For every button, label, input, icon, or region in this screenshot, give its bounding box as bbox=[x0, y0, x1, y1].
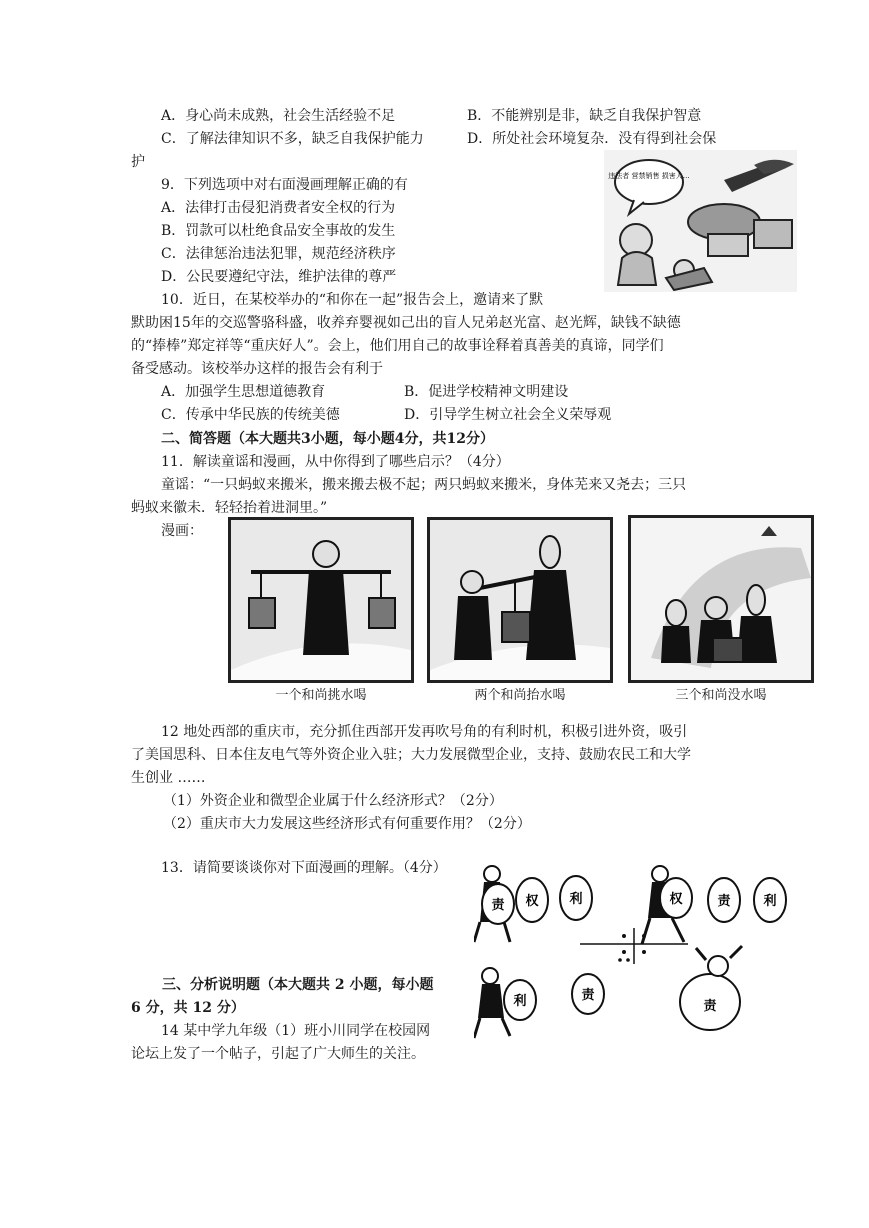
bag-label-7: 利 bbox=[513, 994, 527, 1009]
q14-line-1: 14 某中学九年级（1）班小川同学在校园网 bbox=[161, 1023, 431, 1039]
q10-line-2: 默助困15年的交巡警骆科盛，收养弃婴视如己出的盲人兄弟赵光富、赵光辉，缺钱不缺德 bbox=[131, 315, 681, 331]
q10-line-3: 的“捧棒”郑定祥等“重庆好人”。会上，他们用自己的故事诠释着真善美的真谛，同学们 bbox=[131, 338, 664, 354]
bag-label-9: 责 bbox=[703, 999, 717, 1014]
bag-label-2: 权 bbox=[525, 894, 539, 909]
speech-bubble-text: 违法者 营禁销售 损害人… bbox=[608, 172, 690, 180]
q11-rhyme-line-1: 童谣：“一只蚂蚁来搬米，搬来搬去极不起；两只蚂蚁来搬米，身体芜来又尧去；三只 bbox=[161, 477, 687, 493]
bag-label-8: 责 bbox=[581, 988, 595, 1003]
bag-label-3: 利 bbox=[569, 892, 583, 907]
one-monk-carrying-water-illustration bbox=[231, 520, 411, 680]
comic-caption-2: 两个和尚抬水喝 bbox=[474, 688, 566, 703]
q12-line-1: 12 地处西部的重庆市，充分抓住西部开发再吹号角的有利时机，积极引进外资，吸引 bbox=[161, 724, 688, 740]
bag-label-1: 责 bbox=[491, 898, 505, 913]
bag-label-6: 利 bbox=[763, 894, 777, 909]
q11-rhyme-line-2: 蚂蚁来徽未．轻轻抬着进洞里。” bbox=[131, 500, 328, 516]
q12-line-3: 生创业 …… bbox=[131, 770, 206, 786]
q10-option-c: C．传承中华民族的传统美德 bbox=[161, 407, 340, 423]
q10-option-a: A．加强学生思想道德教育 bbox=[161, 384, 326, 400]
q13-stem: 13．请简要谈谈你对下面漫画的理解。（4分） bbox=[161, 860, 447, 876]
comic-caption-1: 一个和尚挑水喝 bbox=[275, 688, 367, 703]
q9-option-d: D．公民要遵纪守法，维护法律的尊严 bbox=[161, 269, 397, 285]
q12-line-2: 了美国思科、日本住友电气等外资企业入驻；大力发展微型企业，支持、鼓励农民工和大学 bbox=[131, 747, 691, 763]
two-monks-carrying-water-illustration bbox=[430, 520, 610, 680]
q11-comic-label: 漫画： bbox=[161, 523, 203, 539]
q10-option-b: B．促进学校精神文明建设 bbox=[404, 384, 569, 400]
q9-option-c: C．法律惩治违法犯罪，规范经济秩序 bbox=[161, 246, 396, 262]
bag-label-5: 责 bbox=[717, 894, 731, 909]
q9-option-a: A．法律打击侵犯消费者安全权的行为 bbox=[161, 200, 396, 216]
law-cartoon-illustration bbox=[604, 150, 797, 292]
q12-subquestion-1: （1）外资企业和微型企业属于什么经济形式？（2分） bbox=[163, 793, 503, 809]
comic-panel-three-monks bbox=[628, 515, 814, 683]
q13-rights-responsibilities-cartoon bbox=[474, 852, 810, 1042]
q9-option-b: B．罚款可以杜绝食品安全事故的发生 bbox=[161, 223, 396, 239]
section-3-heading-line-1: 三、分析说明题（本大题共 2 小题，每小题 bbox=[162, 977, 434, 993]
section-3-heading-line-2: 6 分，共 12 分） bbox=[131, 1000, 245, 1016]
q9-stem: 9．下列选项中对右面漫画理解正确的有 bbox=[161, 177, 408, 193]
q10-line-1: 10．近日，在某校举办的“和你在一起”报告会上，邀请来了默 bbox=[161, 292, 544, 308]
comic-panel-one-monk bbox=[228, 517, 414, 683]
q14-line-2: 论坛上发了一个帖子，引起了广大师生的关注。 bbox=[131, 1046, 425, 1062]
q10-option-d: D．引导学生树立社会全义荣辱观 bbox=[404, 407, 612, 423]
three-monks-no-water-illustration bbox=[631, 518, 811, 680]
bags-of-rights-duties-interests-illustration bbox=[474, 852, 810, 1042]
bag-label-4: 权 bbox=[669, 892, 683, 907]
q8-option-d: D．所处社会环境复杂．没有得到社会保 bbox=[467, 131, 717, 147]
q10-line-4: 备受感动。该校举办这样的报告会有利于 bbox=[131, 361, 383, 377]
section-2-heading: 二、简答题（本大题共3小题，每小题4分，共12分） bbox=[161, 431, 494, 447]
q11-stem: 11．解读童谣和漫画，从中你得到了哪些启示？（4分） bbox=[161, 454, 510, 470]
q8-option-c: C．了解法律知识不多，缺乏自我保护能力 bbox=[161, 131, 424, 147]
q12-subquestion-2: （2）重庆市大力发展这些经济形式有何重要作用？（2分） bbox=[163, 816, 531, 832]
q8-option-d-continued: 护 bbox=[131, 154, 145, 170]
q8-option-a: A．身心尚未成熟，社会生活经验不足 bbox=[161, 108, 396, 124]
comic-caption-3: 三个和尚没水喝 bbox=[675, 688, 767, 703]
q9-cartoon bbox=[604, 150, 797, 292]
comic-panel-two-monks bbox=[427, 517, 613, 683]
q8-option-b: B．不能辨别是非，缺乏自我保护智意 bbox=[467, 108, 702, 124]
